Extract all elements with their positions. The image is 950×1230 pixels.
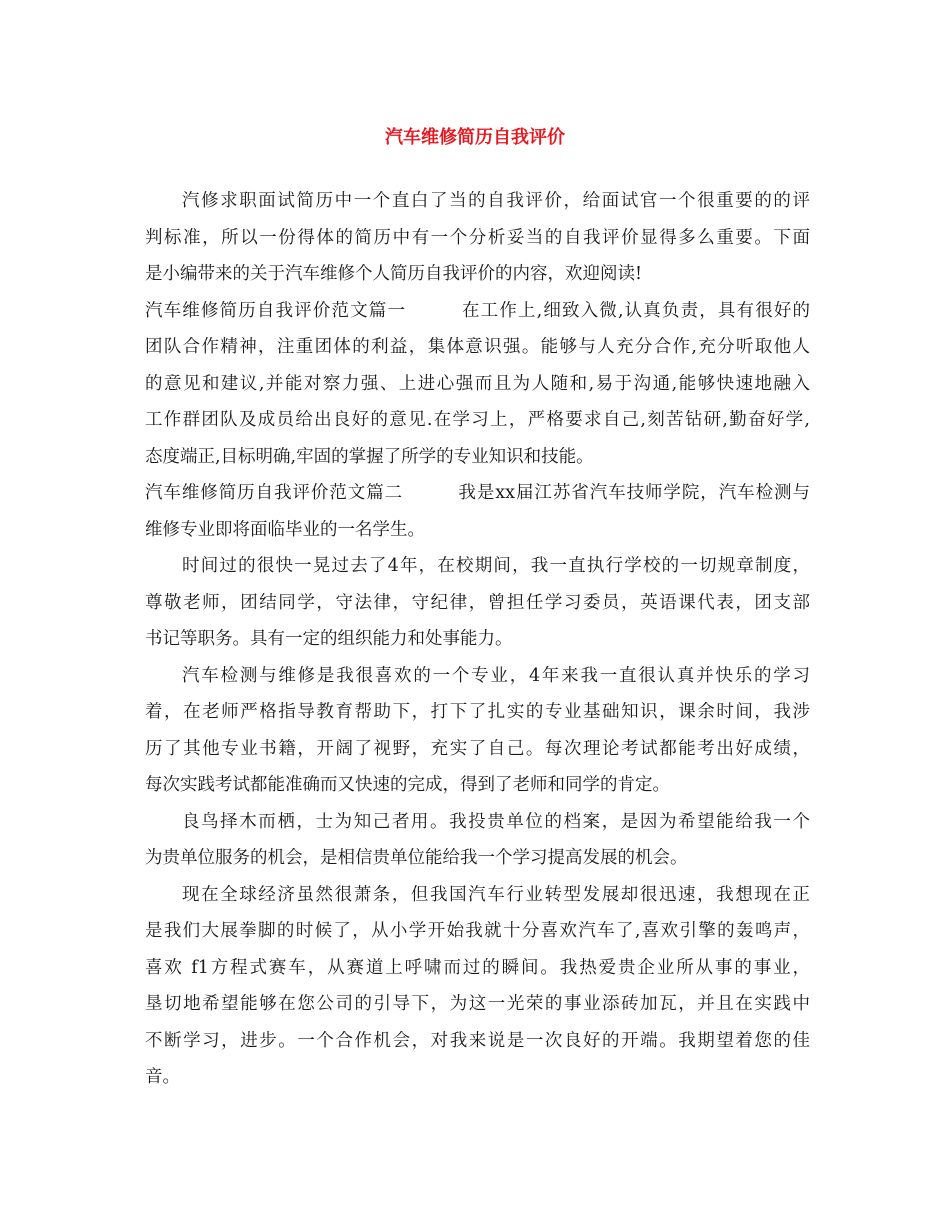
text-line: 为贵单位服务的机会，是相信贵单位能给我一个学习提高发展的机会。 [145, 848, 688, 868]
text-line: 良鸟择木而栖，士为知己者用。我投贵单位的档案，是因为希望能给我一个 [182, 811, 810, 832]
text-line: 喜欢 f1方程式赛车，从赛道上呼啸而过的瞬间。我热爱贵企业所从事的事业， [145, 957, 810, 978]
text-line: 垦切地希望能够在您公司的引导下，为这一光荣的事业添砖加瓦，并且在实践中 [145, 994, 810, 1014]
text-line: 态度端正,目标明确,牢固的掌握了所学的专业知识和技能。 [145, 446, 594, 467]
text-line: 团队合作精神，注重团体的利益，集体意识强。能够与人充分合作,充分听取他人 [145, 337, 810, 357]
text-line: 音。 [145, 1067, 180, 1087]
text-line: 尊敬老师，团结同学，守法律，守纪律，曾担任学习委员，英语课代表，团支部 [145, 592, 810, 613]
document-body [145, 183, 810, 1096]
text-line: 时间过的很快一晃过去了4年，在校期间，我一直执行学校的一切规章制度， [182, 556, 810, 576]
text-line: 汽车维修简历自我评价范文篇一 在工作上,细致入微,认真负责，具有很好的 [145, 300, 810, 321]
text-line: 不断学习，进步。一个合作机会，对我来说是一次良好的开端。我期望着您的佳 [145, 1030, 810, 1051]
text-line: 汽修求职面试简历中一个直白了当的自我评价，给面试官一个很重要的的评 [182, 191, 810, 211]
text-line: 的意见和建议,并能对察力强、上进心强而且为人随和,易于沟通,能够快速地融入 [145, 373, 810, 394]
text-line: 汽车维修简历自我评价范文篇二 我是xx届江苏省汽车技师学院，汽车检测与 [145, 483, 810, 503]
text-line: 是我们大展拳脚的时候了，从小学开始我就十分喜欢汽车了,喜欢引擎的轰鸣声， [145, 921, 810, 941]
text-line: 着，在老师严格指导教育帮助下，打下了扎实的专业基础知识，课余时间，我涉 [145, 702, 810, 722]
text-line: 每次实践考试都能准确而又快速的完成，得到了老师和同学的肯定。 [145, 775, 670, 795]
text-line: 判标准，所以一份得体的简历中有一个分析妥当的自我评价显得多么重要。下面 [145, 227, 810, 248]
text-line: 历了其他专业书籍，开阔了视野，充实了自己。每次理论考试都能考出好成绩， [145, 738, 810, 759]
text-line: 是小编带来的关于汽车维修个人简历自我评价的内容，欢迎阅读! [145, 264, 643, 284]
page-title: 汽车维修简历自我评价 [385, 127, 565, 148]
text-line: 工作群团队及成员给出良好的意见.在学习上，严格要求自己,刻苦钻研,勤奋好学, [145, 410, 810, 430]
text-line: 维修专业即将面临毕业的一名学生。 [145, 519, 425, 540]
text-line: 书记等职务。具有一定的组织能力和处事能力。 [145, 629, 513, 649]
text-line: 现在全球经济虽然很萧条，但我国汽车行业转型发展却很迅速，我想现在正 [182, 884, 810, 905]
text-line: 汽车检测与维修是我很喜欢的一个专业，4年来我一直很认真并快乐的学习 [182, 665, 810, 686]
